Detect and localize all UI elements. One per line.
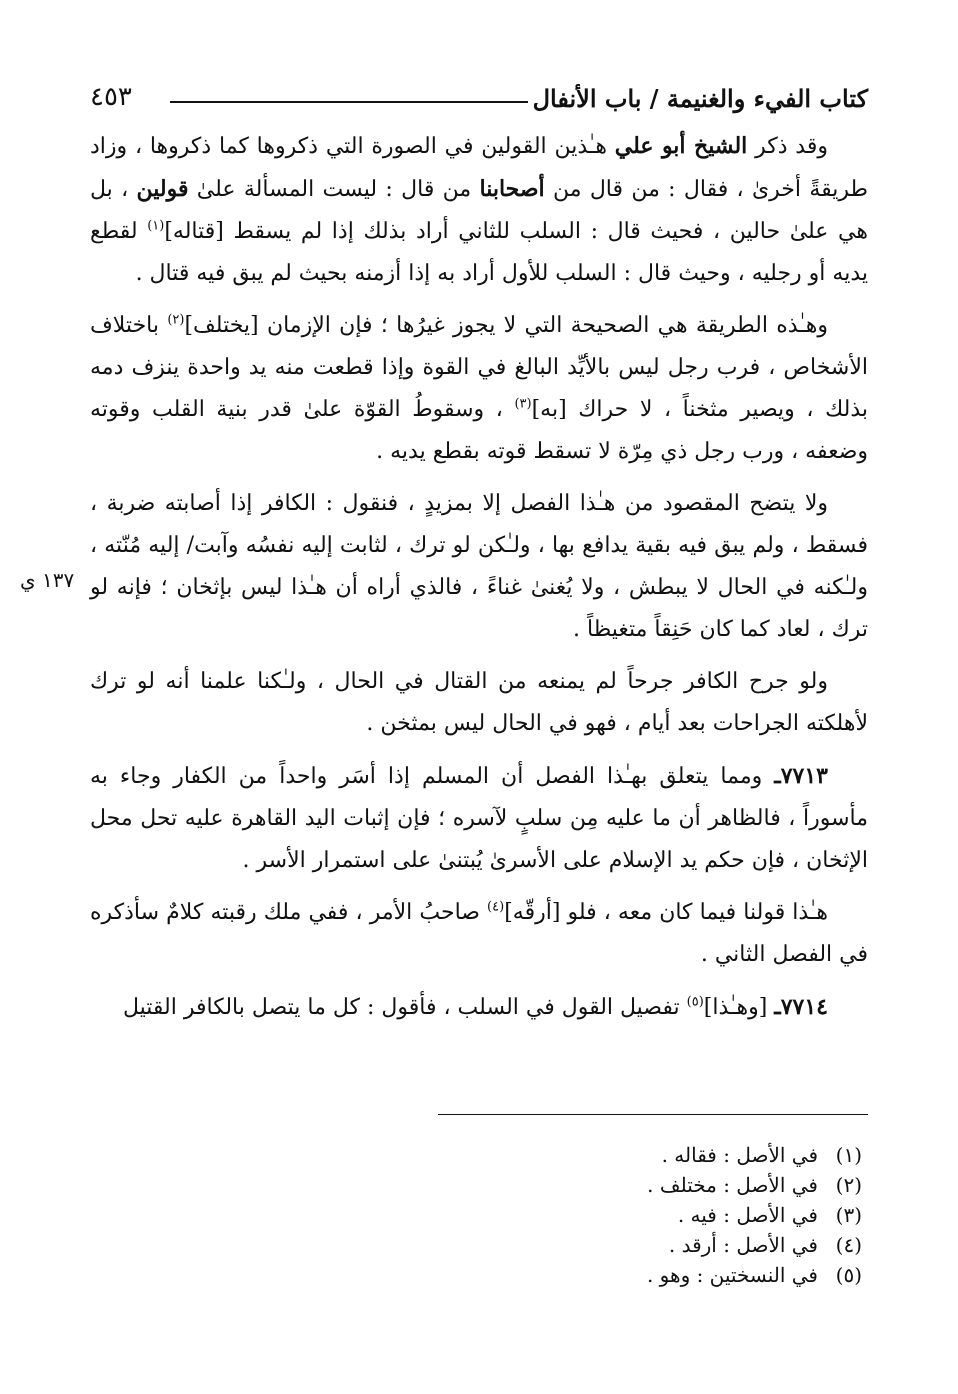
header-rule (170, 101, 528, 103)
footnote-ref-4[interactable]: (٤) (487, 899, 505, 915)
footnote-number: (١) (835, 1143, 862, 1167)
text-run: هـٰذين القولين في الصورة التي ذكروها كما ذكروها ، وزاد طريقةً أخرىٰ ، فقال : من قال من (90, 134, 869, 202)
footnote-rule (438, 1114, 868, 1115)
footnote-item (262, 1260, 862, 1290)
paragraph-5 (90, 755, 868, 882)
text-run: ومما يتعلق بهـٰذا الفصل أن المسلم إذا أسَر واحداً من الكفار وجاء به مأسوراً ، فالظاهر أن ما عليه مِن سلبٍ لآسره ؛ فإن إثبات اليد القاهرة عليه تحل محل الإثخان ، فإن حكم يد الإسلام على الأسرىٰ يُبتنىٰ على استمرار الأسر . (90, 764, 868, 873)
text-run: ، بل هي علىٰ حالين ، فحيث قال : السلب للثاني أراد بذلك إذا لم يسقط [قتاله] (90, 177, 868, 244)
text-run: من قال : ليست المسألة علىٰ (188, 177, 480, 202)
section-number: ٧٧١٣ـ (774, 763, 828, 789)
footnote-number: (٢) (835, 1173, 862, 1197)
text-run: وقد ذكر (747, 134, 828, 159)
footnote-text: في النسختين : وهو . (646, 1263, 818, 1287)
footnote-item (262, 1170, 862, 1200)
footnote-text: في الأصل : مختلف . (647, 1173, 818, 1197)
paragraph-7 (90, 986, 868, 1029)
text-run: تفصيل القول في السلب ، فأقول : كل ما يتصل بالكافر القتيل (122, 995, 687, 1020)
bold-term: قولين (136, 176, 189, 202)
margin-folio-note: ١٣٧ ي (20, 568, 75, 592)
footnote-ref-2[interactable]: (٢) (167, 312, 185, 328)
text-run: صاحبُ الأمر ، ففي ملك رقبته كلامٌ سأذكره في الفصل الثاني . (90, 900, 868, 967)
footnote-text: في الأصل : أرقد . (668, 1233, 818, 1257)
footnote-text: في الأصل : فقاله . (661, 1143, 818, 1167)
page-header (90, 80, 868, 120)
text-run: هـٰذا قولنا فيما كان معه ، فلو [أرقّه] (504, 900, 828, 925)
running-title: كتاب الفيء والغنيمة / باب الأنفال (532, 84, 868, 113)
main-text (90, 125, 868, 1039)
text-run: ، وسقوطُ القوّة علىٰ قدر بنية القلب وقوته وضعفه ، ورب رجل ذي مِرّة لا تسقط قوته بقطع يديه . (90, 397, 868, 464)
paragraph-2 (90, 305, 868, 473)
paragraph-6 (90, 892, 868, 976)
text-run: وهـٰذه الطريقة هي الصحيحة التي لا يجوز غيرُها ؛ فإن الإزمان [يختلف] (184, 313, 828, 338)
footnotes (262, 1140, 862, 1290)
bold-term: أصحابنا (479, 176, 545, 202)
footnote-number: (٤) (835, 1233, 862, 1257)
bold-term: الشيخ أبو علي (614, 133, 748, 159)
text-run: باختلاف الأشخاص ، فرب رجل ليس بالأيِّد البالغ في القوة وإذا قطعت منه يد واحدة ينزف دمه بذلك ، ويصير مثخناً ، لا حراك [به] (90, 313, 868, 422)
footnote-item (262, 1200, 862, 1230)
footnote-ref-1[interactable]: (١) (147, 218, 165, 234)
footnote-number: (٣) (835, 1203, 862, 1227)
section-number: ٧٧١٤ـ (774, 994, 828, 1020)
paragraph-4: ولو جرح الكافر جرحاً لم يمنعه من القتال في الحال ، ولـٰكنا علمنا أنه لو ترك لأهلكته الجراحات بعد أيام ، فهو في الحال ليس بمثخن . (90, 669, 868, 736)
footnote-ref-3[interactable]: (٣) (514, 396, 532, 412)
footnote-ref-5[interactable]: (٥) (686, 994, 704, 1010)
page-number: ٤٥٣ (90, 82, 132, 112)
paragraph-1 (90, 125, 868, 295)
footnote-text: في الأصل : فيه . (677, 1203, 818, 1227)
footnote-number: (٥) (835, 1263, 862, 1287)
text-run: لقطع يديه أو رجليه ، وحيث قال : السلب للأول أراد به إذا أزمنه بحيث لم يبق فيه قتال . (90, 219, 868, 286)
footnote-item (262, 1140, 862, 1170)
text-run: [وهـٰذا] (703, 995, 775, 1020)
paragraph-3: ولا يتضح المقصود من هـٰذا الفصل إلا بمزيدٍ ، فنقول : الكافر إذا أصابته ضربة ، فسقط ، ولم يبق فيه بقية يدافع بها ، ولـٰكن لو ترك ، لثابت إليه نفسُه وآبت/ إليه مُنّته ، ولـٰكنه في الحال لا يبطش ، ولا يُغنىٰ غناءً ، فالذي أراه أن هـٰذا ليس بإثخان ؛ فإنه لو ترك ، لعاد كما كان حَنِقاً متغيظاً . (90, 491, 868, 642)
footnote-item (262, 1230, 862, 1260)
